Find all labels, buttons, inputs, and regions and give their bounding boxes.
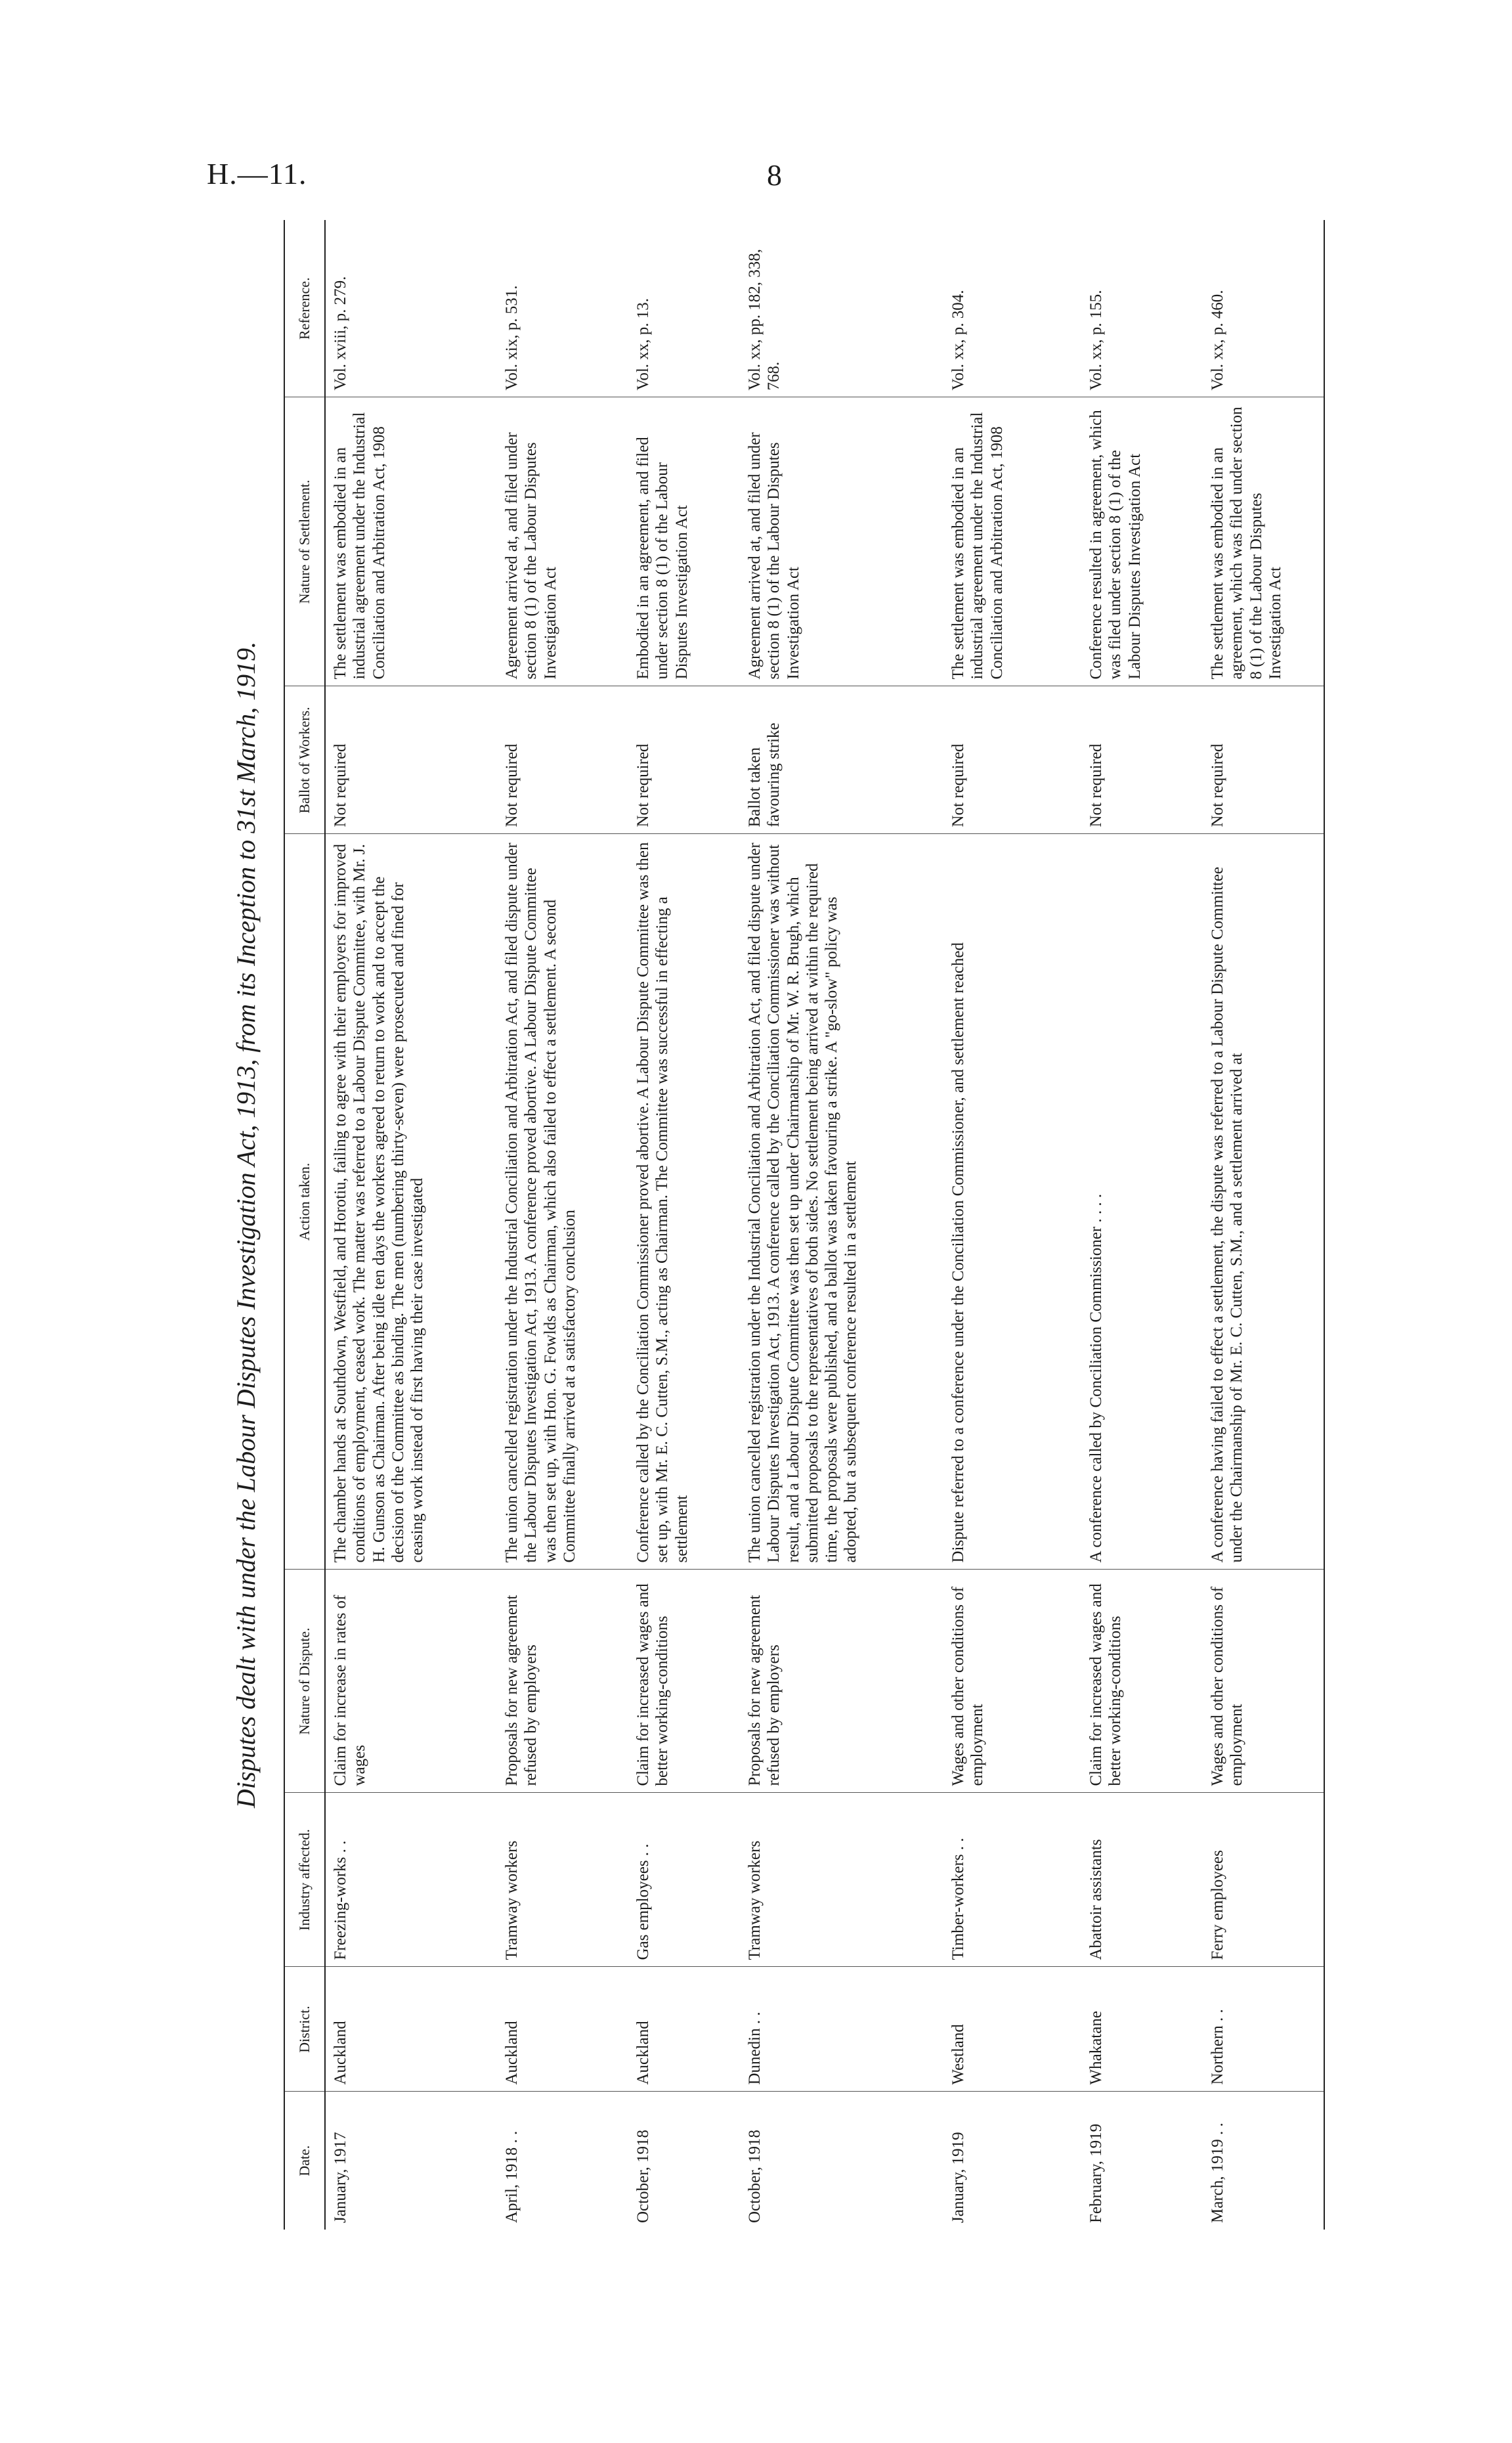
cell-settlement: Conference resulted in agreement, which was filed under section 8 (1) of the Labour Disputes Investigation Act <box>1081 397 1203 686</box>
cell-date: October, 1918 <box>634 2129 652 2223</box>
header-nature: Nature of Dispute. <box>284 1570 325 1793</box>
cell-date: March, 1919 . . <box>1203 2092 1324 2230</box>
table-row <box>1203 220 1324 2230</box>
cell-industry: Tramway workers <box>740 1793 943 1967</box>
cell-date: February, 1919 <box>1087 2123 1105 2223</box>
cell-reference: Vol. xx, pp. 182, 338, 768. <box>740 220 943 397</box>
cell-district: Whakatane <box>1081 1967 1203 2092</box>
cell-settlement: Agreement arrived at, and filed under section 8 (1) of the Labour Disputes Investigation Act <box>740 397 943 686</box>
header-district: District. <box>284 1967 325 2092</box>
cell-date: January, 1919 <box>949 2132 967 2223</box>
cell-district: Westland <box>943 1967 1081 2092</box>
header-ballot: Ballot of Workers. <box>284 686 325 834</box>
cell-settlement: Agreement arrived at, and filed under section 8 (1) of the Labour Disputes Investigation Act <box>497 397 628 686</box>
header-date: Date. <box>284 2092 325 2230</box>
cell-nature: Claim for increased wages and better working-conditions <box>1081 1570 1203 1793</box>
cell-action: The chamber hands at Southdown, Westfield, and Horotiu, failing to agree with their employers for improved conditions of employment, ceased work. The matter was referred to a Labour Dispute Committee, with Mr. J. H. Gunson as Chairman. After being idle ten days the workers agreed to return to work and to accept the decision of the Committee as binding. The men (numbering thirty-seven) were prosecuted and fined for ceasing work instead of first having their case investigated <box>325 834 497 1570</box>
cell-action: A conference called by Conciliation Commissioner . . . . <box>1081 834 1203 1570</box>
cell-nature: Proposals for new agreement refused by employers <box>497 1570 628 1793</box>
cell-ballot: Not required <box>325 686 497 834</box>
cell-industry: Ferry employees <box>1203 1793 1324 1967</box>
cell-district: Auckland <box>325 1967 497 2092</box>
cell-settlement: The settlement was embodied in an agreement, which was filed under section 8 (1) of the Labour Disputes Investigation Act <box>1203 397 1324 686</box>
cell-nature: Wages and other conditions of employment <box>1203 1570 1324 1793</box>
cell-district: Dunedin . . <box>740 1967 943 2092</box>
cell-settlement: The settlement was embodied in an industrial agreement under the Industrial Conciliation and Arbitration Act, 1908 <box>325 397 497 686</box>
cell-reference: Vol. xx, p. 460. <box>1203 220 1324 397</box>
table-row <box>1081 220 1203 2230</box>
page-series-label: H.—11. <box>207 157 307 190</box>
table-row <box>943 220 1081 2230</box>
header-settlement: Nature of Settlement. <box>284 397 325 686</box>
header-industry: Industry affected. <box>284 1793 325 1967</box>
cell-reference: Vol. xix, p. 531. <box>497 220 628 397</box>
cell-district: Northern . . <box>1203 1967 1324 2092</box>
cell-settlement: Embodied in an agreement, and filed under section 8 (1) of the Labour Disputes Investigation Act <box>628 397 740 686</box>
cell-reference: Vol. xx, p. 13. <box>628 220 740 397</box>
table-row <box>497 220 628 2230</box>
cell-industry: Timber-workers . . <box>943 1793 1081 1967</box>
header-action: Action taken. <box>284 834 325 1570</box>
cell-reference: Vol. xviii, p. 279. <box>325 220 497 397</box>
cell-action: The union cancelled registration under the Industrial Conciliation and Arbitration Act, and filed dispute under Labour Disputes Investigation Act, 1913. A conference called by the Conciliation Commissioner was without result, and a Labour Dispute Committee was then set up under Chairmanship of Mr. W. R. Brugh, which submitted proposals to the representatives of both sides. No settlement being arrived at within the required time, the proposals were published, and a ballot was taken favouring a strike. A "go-slow" policy was adopted, but a subsequent conference resulted in a settlement <box>740 834 943 1570</box>
cell-reference: Vol. xx, p. 155. <box>1081 220 1203 397</box>
table-row <box>325 220 497 2230</box>
cell-date: April, 1918 . . <box>503 2130 521 2223</box>
cell-settlement: The settlement was embodied in an industrial agreement under the Industrial Conciliation and Arbitration Act, 1908 <box>943 397 1081 686</box>
cell-action: A conference having failed to effect a settlement, the dispute was referred to a Labour Dispute Committee under the Chairmanship of Mr. E. C. Cutten, S.M., and a settlement arrived at <box>1203 834 1324 1570</box>
cell-industry: Freezing-works . . <box>325 1793 497 1967</box>
cell-action: Conference called by the Conciliation Commissioner proved abortive. A Labour Dispute Committee was then set up, with Mr. E. C. Cutten, S.M., acting as Chairman. The Committee was successful in effecting a settlement <box>628 834 740 1570</box>
cell-ballot: Not required <box>628 686 740 834</box>
header-reference: Reference. <box>284 220 325 397</box>
cell-ballot: Ballot taken favouring strike <box>740 686 943 834</box>
cell-nature: Claim for increased wages and better working-conditions <box>628 1570 740 1793</box>
table-title: Disputes dealt with under the Labour Disputes Investigation Act, 1913, from its Inception to 31st March, 1919. <box>231 641 261 1809</box>
table-header-row <box>284 220 325 2230</box>
cell-ballot: Not required <box>943 686 1081 834</box>
cell-industry: Abattoir assistants <box>1081 1793 1203 1967</box>
cell-industry: Tramway workers <box>497 1793 628 1967</box>
cell-ballot: Not required <box>1081 686 1203 834</box>
page-number: 8 <box>767 158 782 192</box>
cell-nature: Wages and other conditions of employment <box>943 1570 1081 1793</box>
table-row <box>740 220 943 2230</box>
cell-industry: Gas employees . . <box>628 1793 740 1967</box>
cell-ballot: Not required <box>1203 686 1324 834</box>
rotated-table-block <box>223 220 1349 2230</box>
cell-nature: Proposals for new agreement refused by employers <box>740 1570 943 1793</box>
cell-nature: Claim for increase in rates of wages <box>325 1570 497 1793</box>
cell-action: Dispute referred to a conference under the Conciliation Commissioner, and settlement reached <box>943 834 1081 1570</box>
cell-district: Auckland <box>628 1967 740 2092</box>
cell-date: October, 1918 <box>746 2129 764 2223</box>
cell-reference: Vol. xx, p. 304. <box>943 220 1081 397</box>
cell-district: Auckland <box>497 1967 628 2092</box>
cell-date: January, 1917 <box>332 2132 349 2223</box>
table-row <box>628 220 740 2230</box>
disputes-table <box>284 220 1325 2230</box>
cell-ballot: Not required <box>497 686 628 834</box>
cell-action: The union cancelled registration under the Industrial Conciliation and Arbitration Act, and filed dispute under the Labour Disputes Investigation Act, 1913. A conference proved abortive. A Labour Dispute Committee was then set up, with Hon. G. Fowlds as Chairman, which also failed to effect a settlement. A second Committee finally arrived at a satisfactory conclusion <box>497 834 628 1570</box>
